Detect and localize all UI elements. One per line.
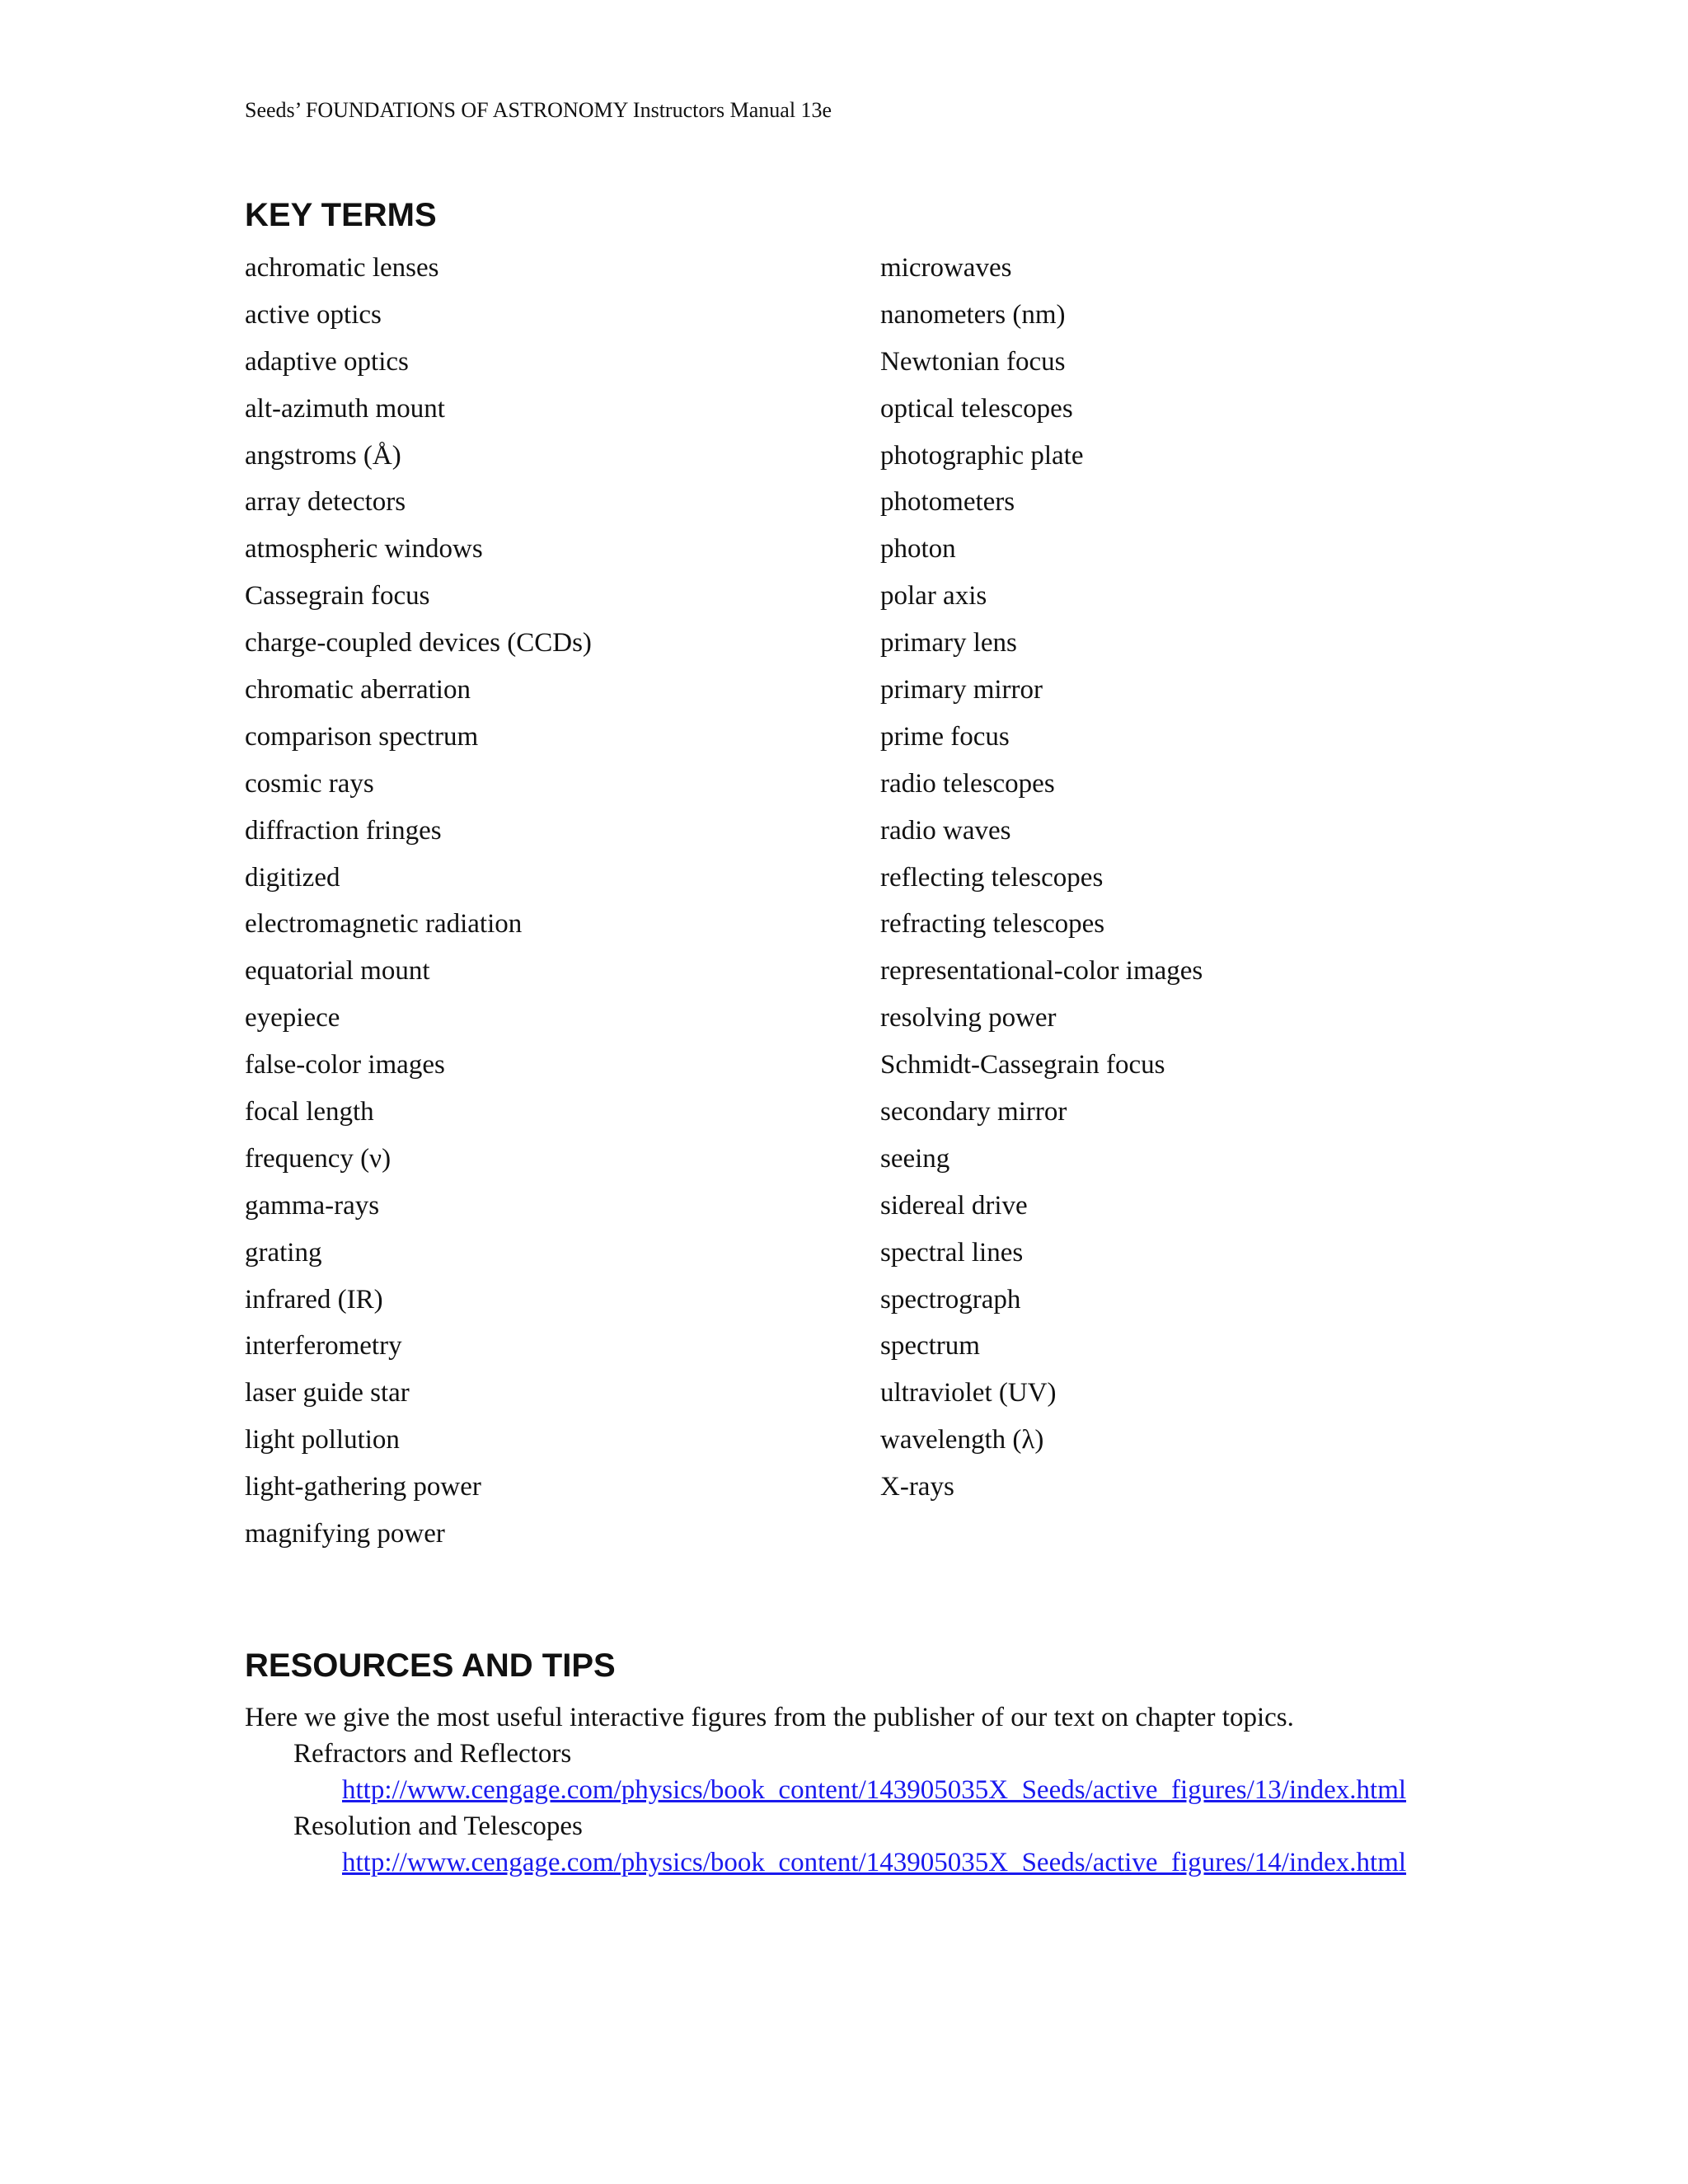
resource-item bbox=[245, 1736, 1406, 1808]
key-term: charge-coupled devices (CCDs) bbox=[245, 628, 592, 658]
key-term: spectrograph bbox=[880, 1284, 1021, 1315]
key-term: active optics bbox=[245, 299, 382, 330]
key-term: magnifying power bbox=[245, 1519, 445, 1549]
resource-title: Resolution and Telescopes bbox=[293, 1811, 583, 1841]
key-term: Cassegrain focus bbox=[245, 581, 430, 612]
key-term: laser guide star bbox=[245, 1378, 410, 1408]
key-term: light-gathering power bbox=[245, 1472, 481, 1502]
key-terms-left-column bbox=[245, 249, 592, 1562]
key-term: cosmic rays bbox=[245, 768, 374, 799]
resources-heading: RESOURCES AND TIPS bbox=[245, 1647, 616, 1684]
key-term: focal length bbox=[245, 1097, 374, 1127]
key-term: array detectors bbox=[245, 487, 406, 518]
key-term: false-color images bbox=[245, 1050, 445, 1080]
resources-section bbox=[245, 1699, 1406, 1881]
key-term: sidereal drive bbox=[880, 1190, 1028, 1221]
resource-link[interactable]: http://www.cengage.com/physics/book_content/143905035X_Seeds/active_figures/14/index.html bbox=[342, 1848, 1407, 1877]
key-term: wavelength (λ) bbox=[880, 1425, 1044, 1455]
resource-link[interactable]: http://www.cengage.com/physics/book_content/143905035X_Seeds/active_figures/13/index.html bbox=[342, 1775, 1407, 1805]
key-term: interferometry bbox=[245, 1331, 402, 1361]
key-term: equatorial mount bbox=[245, 956, 430, 987]
key-term: grating bbox=[245, 1237, 322, 1268]
key-term: seeing bbox=[880, 1143, 950, 1174]
key-term: spectral lines bbox=[880, 1237, 1024, 1268]
key-term: gamma-rays bbox=[245, 1190, 380, 1221]
key-term: polar axis bbox=[880, 581, 987, 612]
key-term: reflecting telescopes bbox=[880, 862, 1104, 893]
key-term: ultraviolet (UV) bbox=[880, 1378, 1057, 1408]
key-term: microwaves bbox=[880, 253, 1012, 283]
key-term: spectrum bbox=[880, 1331, 980, 1361]
key-terms-heading: KEY TERMS bbox=[245, 197, 437, 233]
key-term: photographic plate bbox=[880, 440, 1084, 471]
key-term: Schmidt-Cassegrain focus bbox=[880, 1050, 1165, 1080]
resource-item bbox=[245, 1808, 1406, 1881]
key-term: radio waves bbox=[880, 815, 1011, 846]
key-term: electromagnetic radiation bbox=[245, 909, 523, 940]
key-term: prime focus bbox=[880, 721, 1010, 752]
key-term: Newtonian focus bbox=[880, 346, 1066, 377]
key-term: diffraction fringes bbox=[245, 815, 442, 846]
key-term: resolving power bbox=[880, 1003, 1057, 1033]
key-term: achromatic lenses bbox=[245, 253, 439, 283]
key-term: angstroms (Å) bbox=[245, 440, 401, 471]
key-term: nanometers (nm) bbox=[880, 299, 1066, 330]
key-term: adaptive optics bbox=[245, 346, 409, 377]
key-term: eyepiece bbox=[245, 1003, 340, 1033]
key-term: optical telescopes bbox=[880, 393, 1073, 424]
key-term: representational-color images bbox=[880, 956, 1203, 987]
key-term: primary lens bbox=[880, 628, 1017, 658]
key-term: digitized bbox=[245, 862, 340, 893]
key-term: refracting telescopes bbox=[880, 909, 1105, 940]
key-term: primary mirror bbox=[880, 675, 1043, 705]
key-term: X-rays bbox=[880, 1472, 954, 1502]
key-term: atmospheric windows bbox=[245, 534, 483, 565]
resource-title: Refractors and Reflectors bbox=[293, 1739, 572, 1769]
key-term: light pollution bbox=[245, 1425, 400, 1455]
key-terms-right-column bbox=[880, 249, 1203, 1515]
key-term: photon bbox=[880, 534, 956, 565]
key-term: comparison spectrum bbox=[245, 721, 479, 752]
running-head: Seeds’ FOUNDATIONS OF ASTRONOMY Instructors Manual 13e bbox=[245, 98, 832, 122]
resources-intro: Here we give the most useful interactive figures from the publisher of our text on chapter topics. bbox=[245, 1703, 1294, 1732]
key-term: infrared (IR) bbox=[245, 1284, 383, 1315]
key-term: alt-azimuth mount bbox=[245, 393, 445, 424]
key-term: chromatic aberration bbox=[245, 675, 471, 705]
key-term: frequency (ν) bbox=[245, 1143, 392, 1174]
key-term: photometers bbox=[880, 487, 1015, 518]
key-term: secondary mirror bbox=[880, 1097, 1067, 1127]
key-term: radio telescopes bbox=[880, 768, 1055, 799]
